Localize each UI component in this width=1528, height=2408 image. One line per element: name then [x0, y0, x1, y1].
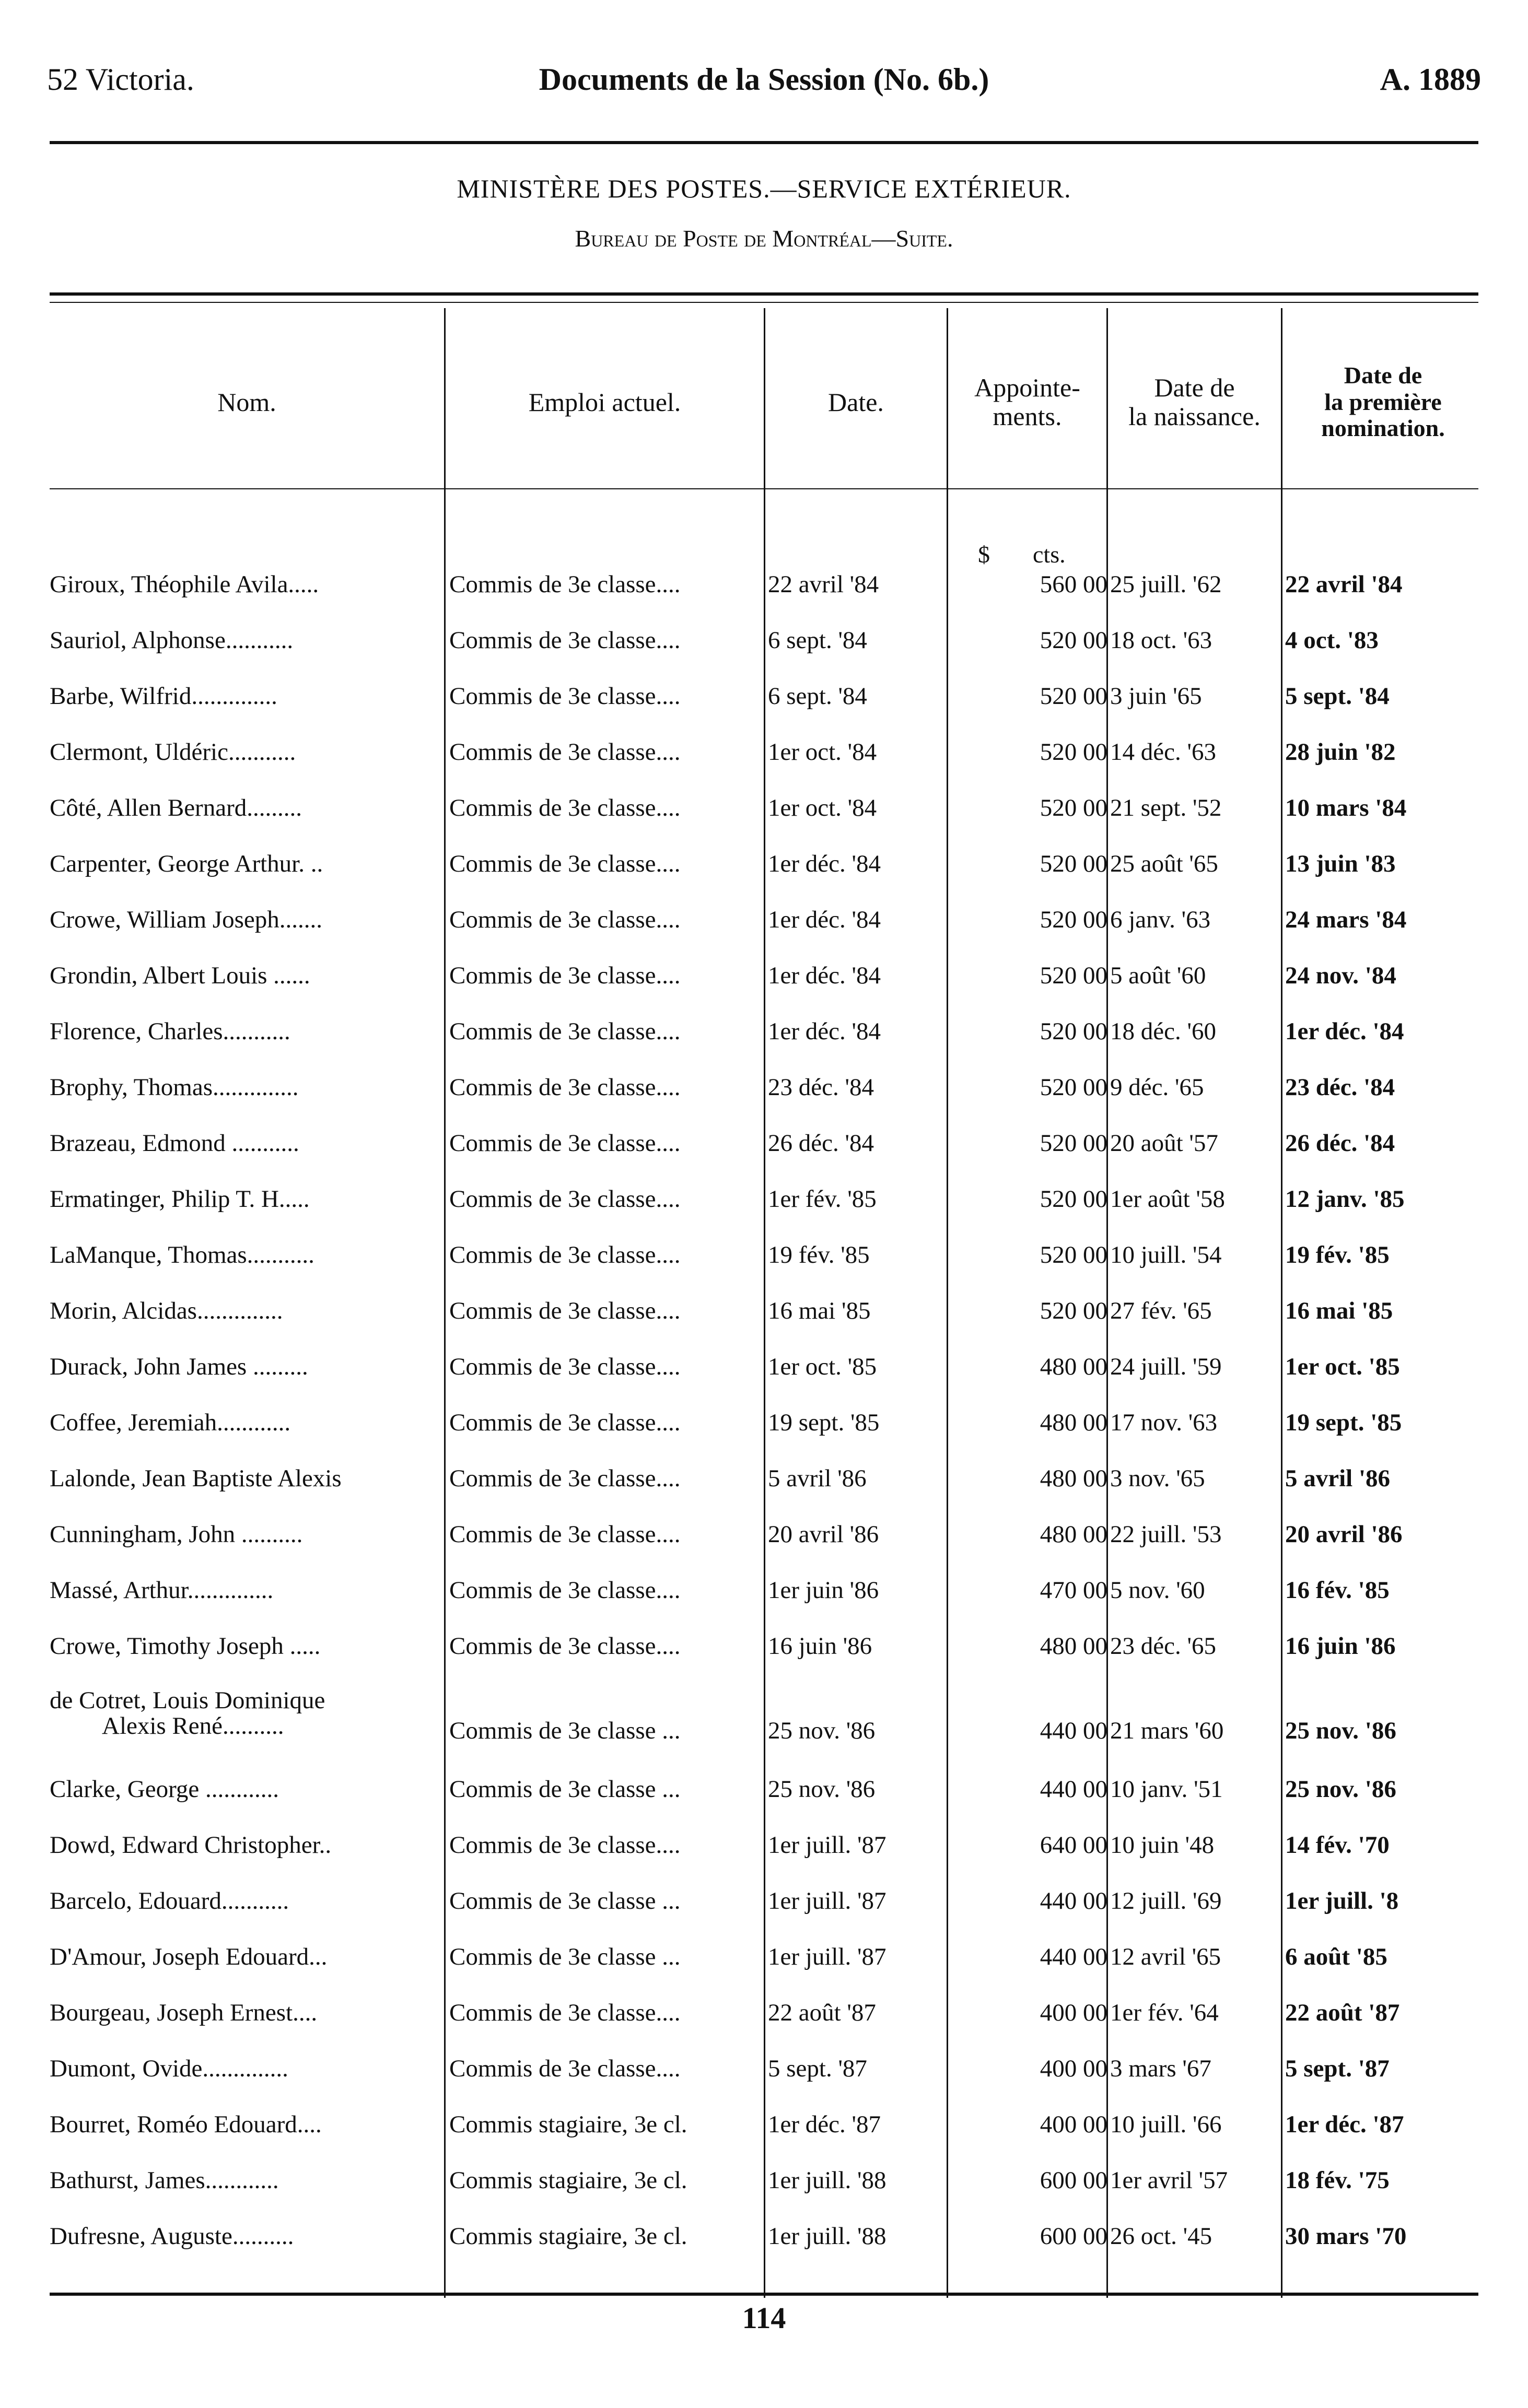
cell-premiere: 22 avril '84 — [1285, 571, 1403, 598]
cell-premiere: 5 avril '86 — [1285, 1465, 1391, 1492]
cell-emploi: Commis de 3e classe.... — [449, 571, 681, 598]
cell-naissance: 6 janv. '63 — [1110, 906, 1211, 933]
running-head-right: A. 1889 — [1380, 62, 1481, 97]
cell-date: 20 avril '86 — [768, 1521, 879, 1548]
cell-emploi: Commis stagiaire, 3e cl. — [449, 2223, 687, 2250]
cell-naissance: 23 déc. '65 — [1110, 1632, 1216, 1660]
cell-appointements: 520 00 — [1040, 1185, 1107, 1213]
cell-appointements: 440 00 — [1040, 1717, 1107, 1744]
cell-nom: Florence, Charles........... — [50, 1018, 290, 1045]
cell-appointements: 520 00 — [1040, 627, 1107, 654]
cell-nom: Lalonde, Jean Baptiste Alexis — [50, 1465, 342, 1492]
cell-premiere: 26 déc. '84 — [1285, 1130, 1395, 1157]
cell-appointements: 600 00 — [1040, 2223, 1107, 2250]
cell-premiere: 19 fév. '85 — [1285, 1241, 1390, 1268]
cell-nom: Ermatinger, Philip T. H..... — [50, 1185, 310, 1213]
cell-date: 1er déc. '84 — [768, 962, 881, 989]
cell-nom: Clermont, Uldéric........... — [50, 738, 296, 766]
cell-emploi: Commis de 3e classe.... — [449, 794, 681, 821]
cell-naissance: 1er fév. '64 — [1110, 1999, 1219, 2026]
cell-appointements: 480 00 — [1040, 1409, 1107, 1436]
table-top-rule-thin — [50, 302, 1478, 303]
cell-date: 1er oct. '85 — [768, 1353, 877, 1380]
cell-emploi: Commis de 3e classe ... — [449, 1717, 681, 1744]
cell-emploi: Commis de 3e classe ... — [449, 1943, 681, 1970]
cell-date: 5 avril '86 — [768, 1465, 867, 1492]
cell-naissance: 26 oct. '45 — [1110, 2223, 1212, 2250]
cell-appointements: 480 00 — [1040, 1465, 1107, 1492]
cell-nom: Bourret, Roméo Edouard.... — [50, 2111, 322, 2138]
cell-premiere: 4 oct. '83 — [1285, 627, 1379, 654]
cell-emploi: Commis de 3e classe.... — [449, 1018, 681, 1045]
cell-appointements: 520 00 — [1040, 738, 1107, 766]
cell-emploi: Commis de 3e classe.... — [449, 1130, 681, 1157]
cell-naissance: 1er août '58 — [1110, 1185, 1225, 1213]
cell-date: 16 juin '86 — [768, 1632, 872, 1660]
table-top-rule — [50, 292, 1478, 296]
cell-emploi: Commis de 3e classe.... — [449, 1409, 681, 1436]
cell-naissance: 3 mars '67 — [1110, 2055, 1211, 2082]
page-number: 114 — [742, 2301, 786, 2335]
header-nom: Nom. — [217, 387, 276, 417]
cell-emploi: Commis de 3e classe ... — [449, 1887, 681, 1914]
cell-premiere: 12 janv. '85 — [1285, 1185, 1405, 1213]
column-divider — [764, 308, 765, 2298]
cell-premiere: 10 mars '84 — [1285, 794, 1407, 821]
cell-premiere: 25 nov. '86 — [1285, 1717, 1396, 1744]
cell-premiere: 24 mars '84 — [1285, 906, 1407, 933]
running-head-left: 52 Victoria. — [47, 62, 194, 97]
cell-appointements: 440 00 — [1040, 1776, 1107, 1803]
cell-premiere: 1er oct. '85 — [1285, 1353, 1400, 1380]
cell-appointements: 520 00 — [1040, 794, 1107, 821]
cell-nom: Dumont, Ovide.............. — [50, 2055, 288, 2082]
header-appointements: Appointe- ments. — [974, 373, 1080, 431]
cell-naissance: 12 juill. '69 — [1110, 1887, 1222, 1914]
cell-nom: Grondin, Albert Louis ...... — [50, 962, 310, 989]
cell-emploi: Commis stagiaire, 3e cl. — [449, 2111, 687, 2138]
cell-emploi: Commis de 3e classe.... — [449, 1074, 681, 1101]
cell-date: 25 nov. '86 — [768, 1776, 876, 1803]
cell-date: 1er juill. '88 — [768, 2167, 887, 2194]
cell-premiere: 20 avril '86 — [1285, 1521, 1403, 1548]
cell-emploi: Commis stagiaire, 3e cl. — [449, 2167, 687, 2194]
ministry-title: MINISTÈRE DES POSTES.—SERVICE EXTÉRIEUR. — [457, 174, 1071, 203]
cell-nom: Dufresne, Auguste.......... — [50, 2223, 294, 2250]
cell-date: 26 déc. '84 — [768, 1130, 874, 1157]
cell-appointements: 400 00 — [1040, 2111, 1107, 2138]
cell-naissance: 12 avril '65 — [1110, 1943, 1221, 1970]
cell-appointements: 400 00 — [1040, 1999, 1107, 2026]
table-bottom-rule — [50, 2293, 1478, 2296]
cell-premiere: 13 juin '83 — [1285, 850, 1396, 877]
cell-emploi: Commis de 3e classe.... — [449, 683, 681, 710]
cell-date: 1er juill. '87 — [768, 1887, 887, 1914]
cell-appointements: 560 00 — [1040, 571, 1107, 598]
cell-nom: Barcelo, Edouard........... — [50, 1887, 289, 1914]
cell-emploi: Commis de 3e classe.... — [449, 1353, 681, 1380]
cell-naissance: 25 juill. '62 — [1110, 571, 1222, 598]
cell-premiere: 1er juill. '8 — [1285, 1887, 1399, 1914]
cell-naissance: 24 juill. '59 — [1110, 1353, 1222, 1380]
running-head — [47, 62, 1481, 103]
cell-naissance: 18 déc. '60 — [1110, 1018, 1216, 1045]
cell-emploi: Commis de 3e classe.... — [449, 2055, 681, 2082]
cell-premiere: 23 déc. '84 — [1285, 1074, 1395, 1101]
cell-premiere: 1er déc. '84 — [1285, 1018, 1404, 1045]
header-premiere: Date de la première nomination. — [1321, 362, 1445, 442]
cell-date: 6 sept. '84 — [768, 683, 867, 710]
cell-emploi: Commis de 3e classe.... — [449, 1999, 681, 2026]
cell-nom — [50, 1688, 447, 1740]
cell-emploi: Commis de 3e classe.... — [449, 1297, 681, 1324]
cell-emploi: Commis de 3e classe.... — [449, 1241, 681, 1268]
cell-appointements: 640 00 — [1040, 1831, 1107, 1859]
cell-date: 22 août '87 — [768, 1999, 876, 2026]
cell-nom: Clarke, George ............ — [50, 1776, 279, 1803]
cell-emploi: Commis de 3e classe.... — [449, 1521, 681, 1548]
cell-date: 1er déc. '84 — [768, 1018, 881, 1045]
cell-nom: Morin, Alcidas.............. — [50, 1297, 283, 1324]
cell-date: 19 sept. '85 — [768, 1409, 880, 1436]
cell-date: 1er déc. '87 — [768, 2111, 881, 2138]
cell-date: 1er déc. '84 — [768, 850, 881, 877]
cell-nom: Massé, Arthur.............. — [50, 1577, 274, 1604]
cell-naissance: 3 nov. '65 — [1110, 1465, 1205, 1492]
cell-emploi: Commis de 3e classe.... — [449, 1831, 681, 1859]
cell-appointements: 520 00 — [1040, 1241, 1107, 1268]
cell-naissance: 20 août '57 — [1110, 1130, 1218, 1157]
cell-appointements: 520 00 — [1040, 962, 1107, 989]
currency-cents: cts. — [1033, 541, 1066, 568]
cell-nom: Côté, Allen Bernard......... — [50, 794, 302, 821]
cell-appointements: 520 00 — [1040, 1130, 1107, 1157]
cell-appointements: 400 00 — [1040, 2055, 1107, 2082]
cell-nom: Cunningham, John .......... — [50, 1521, 303, 1548]
cell-naissance: 22 juill. '53 — [1110, 1521, 1222, 1548]
cell-premiere: 16 fév. '85 — [1285, 1577, 1390, 1604]
cell-naissance: 10 juin '48 — [1110, 1831, 1215, 1859]
cell-naissance: 27 fév. '65 — [1110, 1297, 1212, 1324]
cell-date: 1er juill. '87 — [768, 1943, 887, 1970]
cell-appointements: 480 00 — [1040, 1632, 1107, 1660]
bureau-subtitle: Bureau de Poste de Montréal—Suite. — [575, 225, 953, 252]
cell-naissance: 3 juin '65 — [1110, 683, 1202, 710]
cell-appointements: 470 00 — [1040, 1577, 1107, 1604]
cell-appointements: 480 00 — [1040, 1353, 1107, 1380]
cell-premiere: 19 sept. '85 — [1285, 1409, 1402, 1436]
cell-emploi: Commis de 3e classe.... — [449, 1185, 681, 1213]
cell-emploi: Commis de 3e classe.... — [449, 962, 681, 989]
cell-date: 19 fév. '85 — [768, 1241, 870, 1268]
cell-nom: Crowe, Timothy Joseph ..... — [50, 1632, 321, 1660]
cell-premiere: 18 fév. '75 — [1285, 2167, 1390, 2194]
cell-appointements: 520 00 — [1040, 1074, 1107, 1101]
cell-premiere: 30 mars '70 — [1285, 2223, 1407, 2250]
cell-appointements: 440 00 — [1040, 1887, 1107, 1914]
cell-date: 25 nov. '86 — [768, 1717, 876, 1744]
header-rule — [50, 141, 1478, 144]
cell-emploi: Commis de 3e classe.... — [449, 1577, 681, 1604]
cell-nom: Carpenter, George Arthur. .. — [50, 850, 323, 877]
cell-nom: Coffee, Jeremiah............ — [50, 1409, 291, 1436]
cell-date: 5 sept. '87 — [768, 2055, 867, 2082]
cell-premiere: 5 sept. '84 — [1285, 683, 1390, 710]
cell-appointements: 520 00 — [1040, 1297, 1107, 1324]
cell-naissance: 14 déc. '63 — [1110, 738, 1216, 766]
cell-premiere: 25 nov. '86 — [1285, 1776, 1396, 1803]
cell-emploi: Commis de 3e classe.... — [449, 738, 681, 766]
cell-emploi: Commis de 3e classe ... — [449, 1776, 681, 1803]
cell-premiere: 28 juin '82 — [1285, 738, 1396, 766]
cell-premiere: 16 mai '85 — [1285, 1297, 1393, 1324]
cell-appointements: 520 00 — [1040, 906, 1107, 933]
cell-nom: Bathurst, James............ — [50, 2167, 279, 2194]
cell-naissance: 9 déc. '65 — [1110, 1074, 1204, 1101]
cell-naissance: 21 mars '60 — [1110, 1717, 1224, 1744]
cell-premiere: 14 fév. '70 — [1285, 1831, 1390, 1859]
cell-naissance: 10 juill. '54 — [1110, 1241, 1222, 1268]
cell-nom: Barbe, Wilfrid.............. — [50, 683, 277, 710]
cell-nom: Durack, John James ......... — [50, 1353, 308, 1380]
cell-premiere: 22 août '87 — [1285, 1999, 1400, 2026]
cell-date: 23 déc. '84 — [768, 1074, 874, 1101]
cell-date: 1er juill. '87 — [768, 1831, 887, 1859]
cell-emploi: Commis de 3e classe.... — [449, 906, 681, 933]
cell-appointements: 480 00 — [1040, 1521, 1107, 1548]
cell-nom: Sauriol, Alphonse........... — [50, 627, 294, 654]
cell-date: 1er juin '86 — [768, 1577, 879, 1604]
cell-emploi: Commis de 3e classe.... — [449, 1465, 681, 1492]
cell-naissance: 5 août '60 — [1110, 962, 1206, 989]
cell-nom: Bourgeau, Joseph Ernest.... — [50, 1999, 318, 2026]
cell-nom: Crowe, William Joseph....... — [50, 906, 323, 933]
cell-naissance: 21 sept. '52 — [1110, 794, 1222, 821]
header-emploi: Emploi actuel. — [528, 387, 681, 417]
cell-naissance: 18 oct. '63 — [1110, 627, 1212, 654]
cell-date: 1er oct. '84 — [768, 794, 877, 821]
cell-premiere: 24 nov. '84 — [1285, 962, 1396, 989]
header-bottom-rule — [50, 488, 1478, 489]
cell-nom-line1: de Cotret, Louis Dominique — [50, 1687, 325, 1714]
cell-date: 6 sept. '84 — [768, 627, 867, 654]
cell-naissance: 10 juill. '66 — [1110, 2111, 1222, 2138]
cell-nom: Brophy, Thomas.............. — [50, 1074, 299, 1101]
cell-nom-line2: Alexis René.......... — [102, 1712, 284, 1740]
cell-nom: Dowd, Edward Christopher.. — [50, 1831, 332, 1859]
cell-premiere: 1er déc. '87 — [1285, 2111, 1404, 2138]
cell-nom: D'Amour, Joseph Edouard... — [50, 1943, 328, 1970]
cell-emploi: Commis de 3e classe.... — [449, 627, 681, 654]
header-date: Date. — [828, 387, 884, 417]
cell-appointements: 520 00 — [1040, 1018, 1107, 1045]
header-naissance: Date de la naissance. — [1128, 373, 1261, 431]
cell-naissance: 1er avril '57 — [1110, 2167, 1228, 2194]
cell-naissance: 25 août '65 — [1110, 850, 1218, 877]
cell-date: 16 mai '85 — [768, 1297, 871, 1324]
cell-emploi: Commis de 3e classe.... — [449, 850, 681, 877]
cell-date: 1er déc. '84 — [768, 906, 881, 933]
cell-appointements: 600 00 — [1040, 2167, 1107, 2194]
cell-date: 1er oct. '84 — [768, 738, 877, 766]
cell-nom: Giroux, Théophile Avila..... — [50, 571, 319, 598]
cell-appointements: 520 00 — [1040, 850, 1107, 877]
cell-premiere: 16 juin '86 — [1285, 1632, 1396, 1660]
cell-naissance: 17 nov. '63 — [1110, 1409, 1218, 1436]
cell-naissance: 5 nov. '60 — [1110, 1577, 1205, 1604]
cell-premiere: 5 sept. '87 — [1285, 2055, 1390, 2082]
cell-premiere: 6 août '85 — [1285, 1943, 1387, 1970]
cell-date: 22 avril '84 — [768, 571, 879, 598]
cell-emploi: Commis de 3e classe.... — [449, 1632, 681, 1660]
cell-date: 1er juill. '88 — [768, 2223, 887, 2250]
running-head-center: Documents de la Session (No. 6b.) — [539, 62, 989, 97]
cell-date: 1er fév. '85 — [768, 1185, 877, 1213]
cell-nom: LaManque, Thomas........... — [50, 1241, 314, 1268]
cell-appointements: 520 00 — [1040, 683, 1107, 710]
cell-nom: Brazeau, Edmond ........... — [50, 1130, 299, 1157]
cell-appointements: 440 00 — [1040, 1943, 1107, 1970]
currency-dollars: $ — [978, 541, 990, 568]
cell-naissance: 10 janv. '51 — [1110, 1776, 1223, 1803]
